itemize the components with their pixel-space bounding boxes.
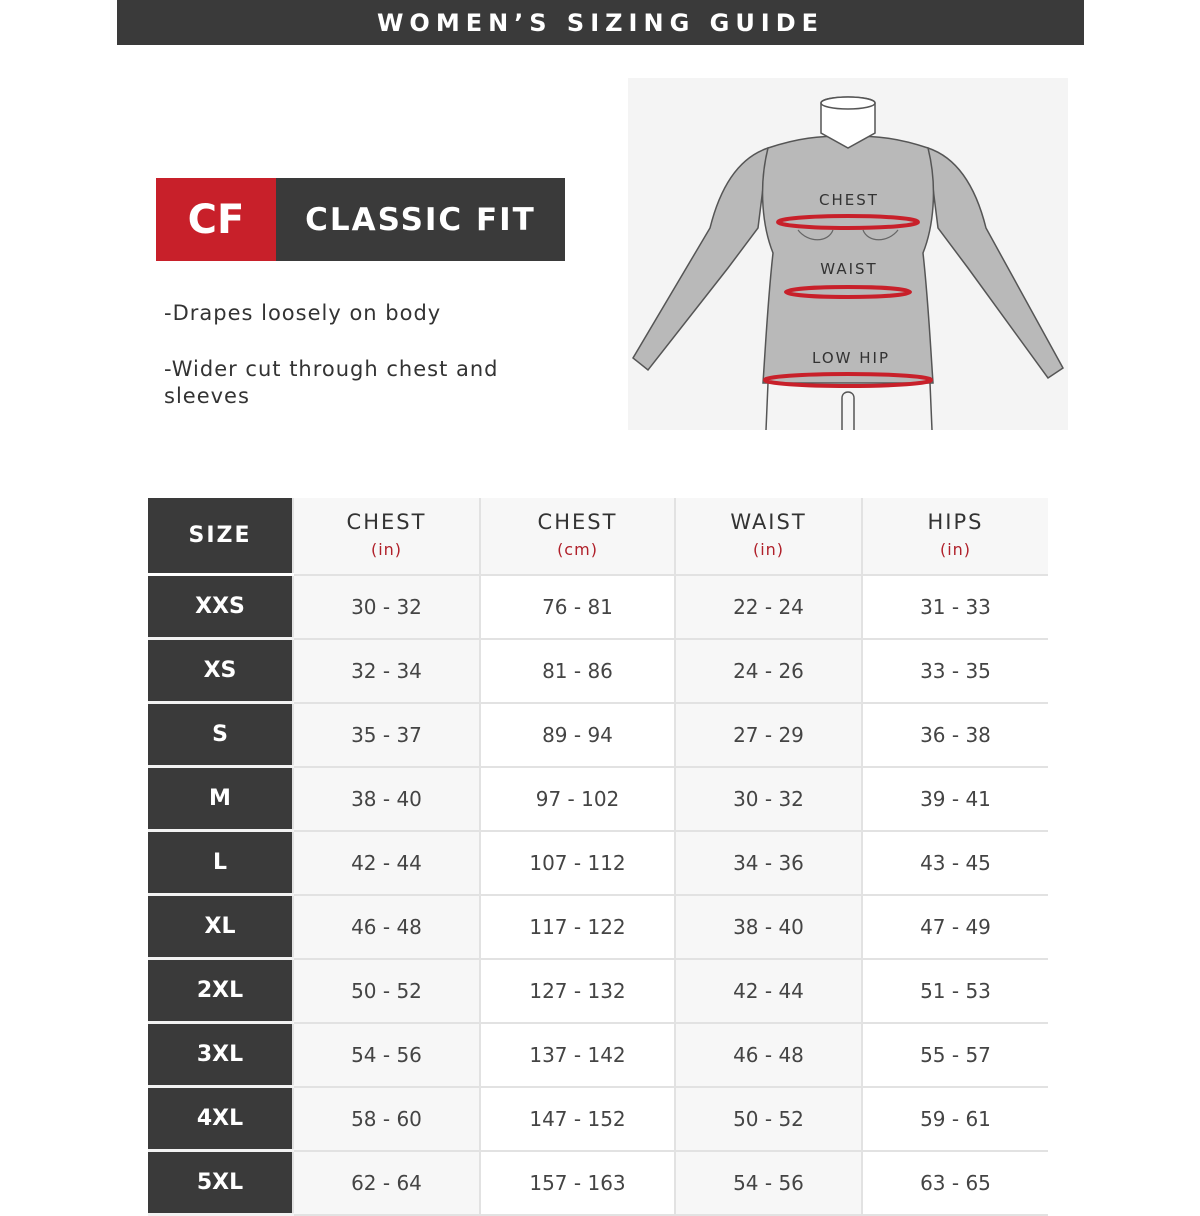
size-label: 3XL: [148, 1023, 293, 1087]
size-label: XS: [148, 639, 293, 703]
size-label: XXS: [148, 575, 293, 639]
hips-in-value: 33 - 35: [862, 639, 1048, 703]
column-header-chest-cm: [480, 498, 675, 575]
chest-cm-value: 137 - 142: [480, 1023, 675, 1087]
column-title: CHEST: [537, 510, 618, 534]
chest-cm-value: 117 - 122: [480, 895, 675, 959]
hips-in-value: 51 - 53: [862, 959, 1048, 1023]
hips-in-value: 31 - 33: [862, 575, 1048, 639]
chest-in-value: 32 - 34: [293, 639, 480, 703]
garment-illustration: [628, 78, 1068, 430]
chest-cm-value: 107 - 112: [480, 831, 675, 895]
table-row: [148, 639, 1048, 703]
hips-in-value: 63 - 65: [862, 1151, 1048, 1215]
column-title: HIPS: [927, 510, 984, 534]
chest-in-value: 50 - 52: [293, 959, 480, 1023]
waist-in-value: 54 - 56: [675, 1151, 862, 1215]
measurement-diagram: [628, 78, 1068, 430]
chest-cm-value: 157 - 163: [480, 1151, 675, 1215]
size-label: L: [148, 831, 293, 895]
waist-in-value: 50 - 52: [675, 1087, 862, 1151]
column-header-waist-in: [675, 498, 862, 575]
size-label: S: [148, 703, 293, 767]
size-label: 4XL: [148, 1087, 293, 1151]
table-row: [148, 895, 1048, 959]
chest-cm-value: 81 - 86: [480, 639, 675, 703]
chest-in-value: 38 - 40: [293, 767, 480, 831]
waist-in-value: 24 - 26: [675, 639, 862, 703]
column-title: CHEST: [346, 510, 427, 534]
waist-in-value: 22 - 24: [675, 575, 862, 639]
hips-in-value: 47 - 49: [862, 895, 1048, 959]
right-sleeve: [928, 148, 1063, 378]
table-row: [148, 703, 1048, 767]
column-header-hips-in: [862, 498, 1048, 575]
table-row: [148, 1023, 1048, 1087]
column-header-chest-in: [293, 498, 480, 575]
diagram-label-low-hip: LOW HIP: [812, 349, 890, 367]
hips-in-value: 59 - 61: [862, 1087, 1048, 1151]
hips-in-value: 43 - 45: [862, 831, 1048, 895]
guide-title: WOMEN’S SIZING GUIDE: [376, 8, 825, 37]
size-label: M: [148, 767, 293, 831]
fit-description-1: -Drapes loosely on body: [164, 301, 442, 325]
waist-in-value: 27 - 29: [675, 703, 862, 767]
mannequin-neck-top: [821, 97, 875, 109]
column-title: WAIST: [730, 510, 807, 534]
table-header-row: [148, 498, 1048, 575]
size-label: 5XL: [148, 1151, 293, 1215]
table-row: [148, 767, 1048, 831]
column-unit: (in): [939, 540, 972, 559]
waist-in-value: 30 - 32: [675, 767, 862, 831]
chest-in-value: 62 - 64: [293, 1151, 480, 1215]
hips-in-value: 39 - 41: [862, 767, 1048, 831]
waist-in-value: 34 - 36: [675, 831, 862, 895]
chest-in-value: 58 - 60: [293, 1087, 480, 1151]
diagram-label-waist: WAIST: [820, 260, 878, 278]
column-unit: (in): [752, 540, 785, 559]
fit-badge: [156, 178, 565, 261]
chest-in-value: 42 - 44: [293, 831, 480, 895]
fit-description-2: -Wider cut through chest and sleeves: [164, 357, 499, 408]
guide-title-banner: [117, 0, 1084, 45]
mannequin-legs: [766, 383, 932, 430]
fit-code: CF: [156, 178, 276, 261]
chest-in-value: 30 - 32: [293, 575, 480, 639]
chest-in-value: 46 - 48: [293, 895, 480, 959]
chest-cm-value: 76 - 81: [480, 575, 675, 639]
waist-in-value: 46 - 48: [675, 1023, 862, 1087]
chest-cm-value: 127 - 132: [480, 959, 675, 1023]
table-row: [148, 575, 1048, 639]
column-unit: (in): [370, 540, 403, 559]
chest-cm-value: 97 - 102: [480, 767, 675, 831]
size-label: 2XL: [148, 959, 293, 1023]
column-unit: (cm): [557, 540, 598, 559]
hips-in-value: 55 - 57: [862, 1023, 1048, 1087]
chest-cm-value: 147 - 152: [480, 1087, 675, 1151]
diagram-label-chest: CHEST: [819, 191, 879, 209]
size-column-header: SIZE: [148, 498, 293, 575]
hips-in-value: 36 - 38: [862, 703, 1048, 767]
chest-cm-value: 89 - 94: [480, 703, 675, 767]
left-sleeve: [633, 148, 768, 370]
waist-in-value: 38 - 40: [675, 895, 862, 959]
table-row: [148, 831, 1048, 895]
chest-in-value: 35 - 37: [293, 703, 480, 767]
table-row: [148, 1151, 1048, 1215]
table-row: [148, 959, 1048, 1023]
waist-in-value: 42 - 44: [675, 959, 862, 1023]
size-chart-table: [148, 498, 1048, 1216]
fit-name: CLASSIC FIT: [276, 178, 565, 261]
chest-in-value: 54 - 56: [293, 1023, 480, 1087]
size-label: XL: [148, 895, 293, 959]
table-row: [148, 1087, 1048, 1151]
